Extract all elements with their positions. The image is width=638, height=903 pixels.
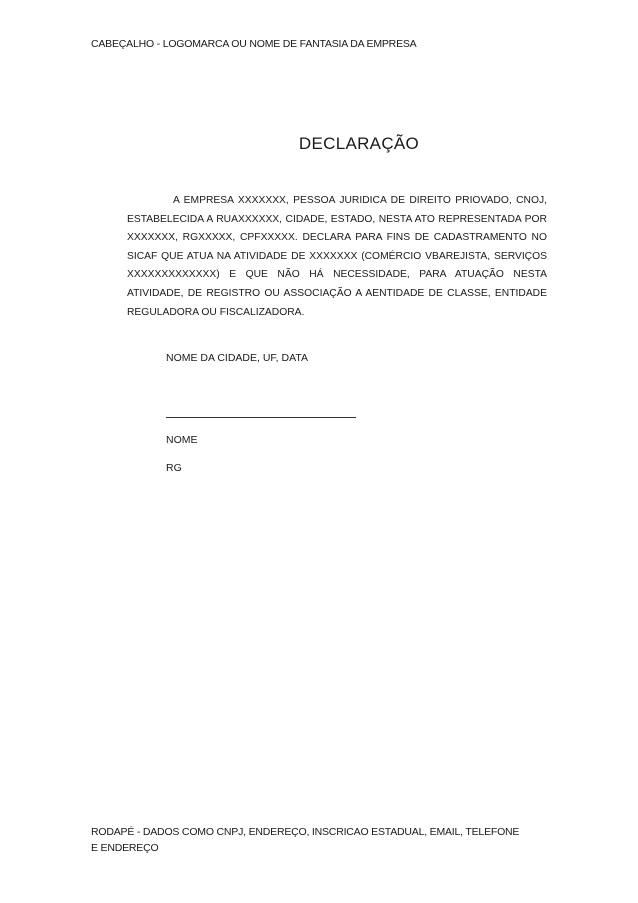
- signature-rg-label: RG: [166, 462, 182, 474]
- signature-line: [166, 417, 356, 418]
- document-title: DECLARAÇÃO: [298, 134, 420, 153]
- declaration-paragraph: A EMPRESA XXXXXXX, PESSOA JURIDICA DE DIREITO PRIOVADO, CNOJ, ESTABELECIDA A RUAXXXXXX, CIDADE, ESTADO, NESTA ATO REPRESENTADA POR XXXXXXX, RGXXXXX, CPFXXXXX. DECLARA PARA FINS DE CADASTRAMENTO NO SICAF QUE ATUA NA ATIVIDADE DE XXXXXXX (COMÉRCIO VBAREJISTA, SERVIÇOS XXXXXXXXXXXXX) E QUE NÃO HÁ NECESSIDADE, PARA ATUAÇÃO NESTA ATIVIDADE, DE REGISTRO OU ASSOCIAÇÃO A AENTIDADE DE CLASSE, ENTIDADE REGULADORA OU FISCALIZADORA.: [127, 195, 547, 318]
- signature-name-label: NOME: [166, 434, 198, 446]
- page-footer: RODAPÉ - DADOS COMO CNPJ, ENDEREÇO, INSCRICAO ESTADUAL, EMAIL, TELEFONE E ENDEREÇO: [91, 826, 520, 854]
- page-header: CABEÇALHO - LOGOMARCA OU NOME DE FANTASIA DA EMPRESA: [91, 38, 417, 50]
- place-date-line: NOME DA CIDADE, UF, DATA: [166, 352, 308, 364]
